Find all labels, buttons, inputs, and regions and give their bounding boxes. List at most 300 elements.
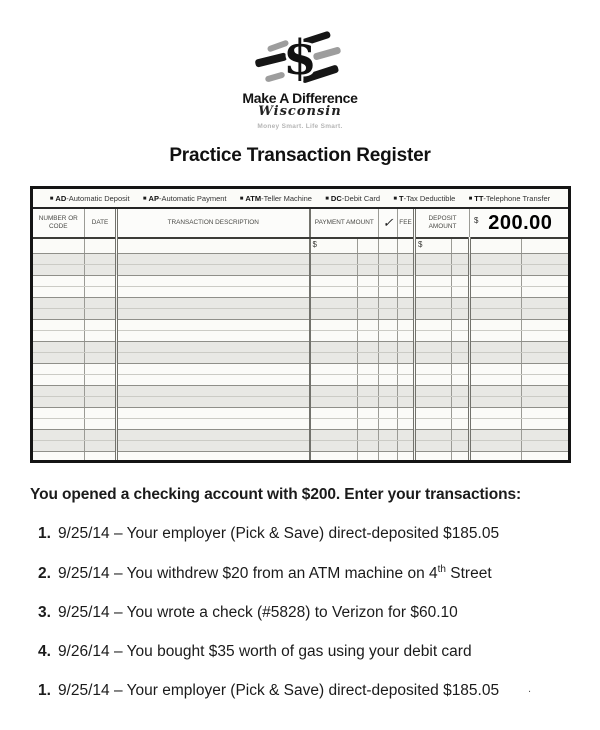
register-cell-num: [33, 407, 85, 418]
transaction-text: 9/25/14 – You wrote a check (#5828) to Verizon for $60.10: [57, 604, 458, 622]
register-cell-num: [33, 238, 85, 253]
currency-symbol: $: [474, 216, 479, 225]
column-header-fee: FEE: [398, 209, 415, 238]
register-cell-balm: [470, 385, 522, 396]
register-cell-desc: [117, 275, 310, 286]
register-cell-fee: [398, 429, 415, 440]
register-cell-depc: [452, 253, 470, 264]
register-cell-chk: [379, 286, 398, 297]
register-cell-fee: [398, 330, 415, 341]
register-cell-depm: [415, 308, 452, 319]
stray-dot: .: [528, 683, 532, 695]
register-cell-chk: [379, 264, 398, 275]
register-cell-depm: [415, 418, 452, 429]
register-cell-num: [33, 418, 85, 429]
register-cell-desc: [117, 297, 310, 308]
register-row: [33, 297, 568, 308]
register-cell-chk: [379, 418, 398, 429]
transaction-item-3: [38, 604, 600, 622]
register-cell-date: [85, 238, 117, 253]
register-cell-depm: [415, 363, 452, 374]
dollar-sign-logo-icon: [255, 32, 345, 88]
register-cell-balc: [522, 308, 568, 319]
register-cell-balc: [522, 275, 568, 286]
register-cell-num: [33, 330, 85, 341]
register-cell-fee: [398, 396, 415, 407]
legend-code: T: [399, 194, 404, 203]
register-cell-payc: [358, 407, 379, 418]
legend-item-ap: [143, 194, 227, 203]
register-cell-paym: [310, 341, 358, 352]
register-row: [33, 308, 568, 319]
instructions-intro: You opened a checking account with $200. Enter your transactions:: [30, 486, 522, 503]
register-cell-balm: [470, 253, 522, 264]
register-cell-paym: [310, 385, 358, 396]
register-cell-paym: [310, 275, 358, 286]
register-cell-balm: [470, 429, 522, 440]
column-header-payment-amount: PAYMENT AMOUNT: [310, 209, 379, 238]
legend-square-icon: ■: [239, 196, 244, 202]
register-row: [33, 418, 568, 429]
register-cell-balm: [470, 319, 522, 330]
register-row: [33, 264, 568, 275]
starting-balance: [470, 209, 568, 238]
register-cell-chk: [379, 363, 398, 374]
register-cell-paym: [310, 396, 358, 407]
register-cell-depm: [415, 319, 452, 330]
register-cell-chk: [379, 440, 398, 451]
register-cell-num: [33, 385, 85, 396]
register-cell-fee: [398, 451, 415, 460]
register-cell-date: [85, 330, 117, 341]
transaction-item-1: [38, 525, 600, 543]
register-row: [33, 286, 568, 297]
register-cell-chk: [379, 238, 398, 253]
register-cell-desc: [117, 253, 310, 264]
transaction-number: 4.: [38, 643, 51, 661]
register-cell-desc: [117, 374, 310, 385]
register-cell-fee: [398, 418, 415, 429]
register-cell-balc: [522, 264, 568, 275]
register-cell-balc: [522, 363, 568, 374]
register-cell-desc: [117, 341, 310, 352]
register-cell-depc: [452, 319, 470, 330]
register-cell-desc: [117, 286, 310, 297]
logo: [0, 0, 600, 130]
register-cell-desc: [117, 330, 310, 341]
register-cell-date: [85, 264, 117, 275]
register-cell-num: [33, 286, 85, 297]
register-table: [33, 209, 568, 460]
register-cell-num: [33, 319, 85, 330]
legend-code: ATM: [245, 194, 262, 203]
register-cell-depc: [452, 330, 470, 341]
register-cell-num: [33, 275, 85, 286]
register-cell-payc: [358, 385, 379, 396]
register-row: [33, 429, 568, 440]
register-cell-payc: [358, 396, 379, 407]
register-cell-depm: [415, 396, 452, 407]
register-cell-desc: [117, 238, 310, 253]
register-header-row: [33, 209, 568, 238]
register-cell-date: [85, 451, 117, 460]
register-row: [33, 330, 568, 341]
register-cell-paym: [310, 440, 358, 451]
register-cell-fee: [398, 385, 415, 396]
register-cell-payc: [358, 264, 379, 275]
register-cell-balm: [470, 238, 522, 253]
logo-region: Wisconsin: [258, 104, 342, 119]
register-cell-num: [33, 363, 85, 374]
register-cell-fee: [398, 308, 415, 319]
legend-code: TT: [474, 194, 484, 203]
register-cell-date: [85, 418, 117, 429]
register-cell-depc: [452, 352, 470, 363]
register-cell-depm: [415, 253, 452, 264]
register-cell-chk: [379, 341, 398, 352]
transaction-text: Street: [445, 565, 492, 583]
legend-item-tt: [469, 194, 551, 203]
register-cell-paym: [310, 418, 358, 429]
register-cell-fee: [398, 319, 415, 330]
register-cell-balm: [470, 264, 522, 275]
register-cell-balc: [522, 451, 568, 460]
register-row: [33, 451, 568, 460]
register-cell-desc: [117, 451, 310, 460]
register-row: [33, 341, 568, 352]
register-cell-paym: [310, 253, 358, 264]
register-cell-payc: [358, 308, 379, 319]
register-cell-paym: [310, 297, 358, 308]
register-cell-chk: [379, 308, 398, 319]
register-cell-fee: [398, 253, 415, 264]
register-row: [33, 407, 568, 418]
register-row: [33, 396, 568, 407]
register-cell-depm: [415, 297, 452, 308]
register-cell-desc: [117, 440, 310, 451]
register-cell-date: [85, 286, 117, 297]
transaction-number: 2.: [38, 565, 51, 583]
legend-label: -Teller Machine: [261, 194, 312, 203]
register-cell-num: [33, 297, 85, 308]
register-cell-chk: [379, 451, 398, 460]
legend-code: DC: [330, 194, 342, 203]
register-cell-date: [85, 396, 117, 407]
register-cell-paym: [310, 286, 358, 297]
register-cell-num: [33, 352, 85, 363]
page-title: Practice Transaction Register: [169, 145, 431, 166]
transaction-list: [38, 525, 600, 700]
starting-balance-amount: 200.00: [488, 212, 553, 234]
logo-tagline: Money Smart. Life Smart.: [257, 123, 343, 130]
legend-code: AD: [55, 194, 67, 203]
register-cell-depc: [452, 275, 470, 286]
legend-square-icon: ■: [49, 196, 54, 202]
register-cell-balc: [522, 341, 568, 352]
register-cell-depc: [452, 286, 470, 297]
register-cell-balm: [470, 440, 522, 451]
ordinal-superscript: th: [437, 564, 446, 575]
register-cell-fee: [398, 363, 415, 374]
register-cell-date: [85, 319, 117, 330]
register-row: [33, 374, 568, 385]
legend-square-icon: ■: [325, 196, 329, 202]
register-cell-depc: [452, 374, 470, 385]
register-cell-balm: [470, 407, 522, 418]
transaction-number: 1.: [38, 682, 51, 700]
register-cell-depc: [452, 440, 470, 451]
register-cell-paym: $: [310, 238, 358, 253]
register-cell-desc: [117, 308, 310, 319]
register-cell-date: [85, 275, 117, 286]
register-cell-depm: [415, 286, 452, 297]
register-cell-payc: [358, 374, 379, 385]
register-cell-fee: [398, 374, 415, 385]
register-cell-fee: [398, 286, 415, 297]
register-cell-desc: [117, 264, 310, 275]
register-cell-balm: [470, 286, 522, 297]
register-cell-paym: [310, 374, 358, 385]
legend-square-icon: ■: [468, 196, 473, 202]
register-cell-balm: [470, 451, 522, 460]
legend-code: AP: [148, 194, 159, 203]
register-cell-depc: [452, 264, 470, 275]
legend-label: -Tax Deductible: [403, 194, 456, 203]
legend-item-atm: [240, 194, 312, 203]
transaction-register: [30, 186, 571, 463]
column-header-date: DATE: [85, 209, 117, 238]
register-cell-date: [85, 374, 117, 385]
register-cell-depc: [452, 238, 470, 253]
register-cell-balm: [470, 275, 522, 286]
register-cell-balc: [522, 429, 568, 440]
register-cell-depc: [452, 297, 470, 308]
register-row: [33, 275, 568, 286]
register-cell-depm: [415, 341, 452, 352]
register-cell-balc: [522, 385, 568, 396]
register-cell-paym: [310, 451, 358, 460]
register-cell-desc: [117, 352, 310, 363]
register-cell-fee: [398, 407, 415, 418]
register-cell-paym: [310, 352, 358, 363]
register-cell-depc: [452, 429, 470, 440]
register-cell-depm: [415, 407, 452, 418]
register-cell-desc: [117, 429, 310, 440]
register-cell-payc: [358, 363, 379, 374]
register-cell-depm: [415, 275, 452, 286]
transaction-item-5: [38, 682, 600, 700]
register-cell-depm: [415, 264, 452, 275]
column-header-description: TRANSACTION DESCRIPTION: [117, 209, 310, 238]
register-cell-balm: [470, 297, 522, 308]
register-cell-depc: [452, 341, 470, 352]
register-cell-num: [33, 396, 85, 407]
register-cell-payc: [358, 418, 379, 429]
register-cell-date: [85, 253, 117, 264]
register-cell-payc: [358, 440, 379, 451]
register-cell-num: [33, 341, 85, 352]
register-cell-balm: [470, 396, 522, 407]
register-dollar-row: [33, 238, 568, 253]
register-cell-desc: [117, 407, 310, 418]
register-cell-payc: [358, 429, 379, 440]
transaction-text: 9/25/14 – You withdrew $20 from an ATM machine on 4: [57, 565, 438, 583]
legend-square-icon: ■: [142, 196, 147, 202]
register-cell-balm: [470, 341, 522, 352]
register-cell-balc: [522, 418, 568, 429]
register-cell-fee: [398, 440, 415, 451]
register-cell-payc: [358, 286, 379, 297]
register-cell-depm: [415, 330, 452, 341]
column-header-deposit-amount: DEPOSIT AMOUNT: [415, 209, 470, 238]
register-cell-depm: [415, 374, 452, 385]
register-cell-balc: [522, 238, 568, 253]
register-cell-depc: [452, 418, 470, 429]
register-cell-depc: [452, 363, 470, 374]
register-cell-chk: [379, 297, 398, 308]
register-cell-num: [33, 429, 85, 440]
register-cell-balm: [470, 363, 522, 374]
register-cell-balc: [522, 440, 568, 451]
register-cell-paym: [310, 429, 358, 440]
register-cell-date: [85, 352, 117, 363]
register-cell-balm: [470, 418, 522, 429]
register-cell-chk: [379, 253, 398, 264]
legend-label: -Automatic Deposit: [66, 194, 130, 203]
register-cell-fee: [398, 238, 415, 253]
register-cell-date: [85, 407, 117, 418]
register-cell-balc: [522, 319, 568, 330]
register-cell-payc: [358, 352, 379, 363]
register-legend: [33, 189, 568, 209]
register-cell-payc: [358, 451, 379, 460]
register-cell-fee: [398, 297, 415, 308]
register-row: [33, 385, 568, 396]
register-cell-balc: [522, 374, 568, 385]
register-cell-balc: [522, 407, 568, 418]
transaction-text: 9/25/14 – Your employer (Pick & Save) direct-deposited $185.05: [57, 525, 500, 542]
register-cell-fee: [398, 341, 415, 352]
register-cell-num: [33, 264, 85, 275]
register-cell-desc: [117, 418, 310, 429]
transaction-item-2: [38, 564, 600, 583]
register-cell-desc: [117, 363, 310, 374]
register-cell-balm: [470, 308, 522, 319]
transaction-text: 9/26/14 – You bought $35 worth of gas using your debit card: [57, 643, 472, 661]
register-row: [33, 352, 568, 363]
register-cell-depc: [452, 396, 470, 407]
register-cell-payc: [358, 341, 379, 352]
register-row: [33, 363, 568, 374]
register-cell-chk: [379, 374, 398, 385]
legend-item-ad: [50, 194, 130, 203]
register-cell-balm: [470, 352, 522, 363]
register-cell-balm: [470, 374, 522, 385]
register-cell-depc: [452, 385, 470, 396]
transaction-number: 1.: [38, 525, 51, 542]
register-cell-num: [33, 451, 85, 460]
register-row: [33, 253, 568, 264]
register-cell-date: [85, 385, 117, 396]
dollar-glyph: $: [283, 30, 317, 86]
register-cell-balc: [522, 253, 568, 264]
register-cell-payc: [358, 297, 379, 308]
register-cell-date: [85, 341, 117, 352]
register-cell-depm: [415, 385, 452, 396]
register-cell-balc: [522, 330, 568, 341]
register-cell-paym: [310, 363, 358, 374]
register-cell-chk: [379, 396, 398, 407]
transaction-number: 3.: [38, 604, 51, 622]
register-cell-payc: [358, 319, 379, 330]
transaction-item-4: [38, 643, 600, 661]
register-cell-num: [33, 374, 85, 385]
register-cell-depc: [452, 407, 470, 418]
register-cell-num: [33, 440, 85, 451]
legend-label: -Debit Card: [341, 194, 381, 203]
register-cell-balc: [522, 396, 568, 407]
register-row: [33, 440, 568, 451]
register-cell-date: [85, 297, 117, 308]
legend-square-icon: ■: [393, 196, 398, 202]
register-cell-balc: [522, 286, 568, 297]
register-cell-payc: [358, 275, 379, 286]
register-cell-date: [85, 440, 117, 451]
column-header-number-or-code: NUMBER OR CODE: [33, 209, 85, 238]
register-cell-num: [33, 308, 85, 319]
register-cell-chk: [379, 429, 398, 440]
register-cell-balm: [470, 330, 522, 341]
register-cell-paym: [310, 330, 358, 341]
logo-name: Make A Difference: [242, 90, 358, 106]
register-cell-balc: [522, 352, 568, 363]
register-cell-payc: [358, 238, 379, 253]
legend-label: -Telephone Transfer: [483, 194, 551, 203]
register-cell-chk: [379, 407, 398, 418]
register-cell-depm: [415, 429, 452, 440]
register-cell-balc: [522, 297, 568, 308]
legend-item-dc: [325, 194, 380, 203]
register-cell-chk: [379, 275, 398, 286]
register-cell-paym: [310, 407, 358, 418]
register-cell-paym: [310, 308, 358, 319]
register-cell-fee: [398, 264, 415, 275]
register-cell-date: [85, 363, 117, 374]
register-cell-date: [85, 308, 117, 319]
register-cell-depm: [415, 352, 452, 363]
register-cell-depm: [415, 451, 452, 460]
register-cell-chk: [379, 352, 398, 363]
legend-label: -Automatic Payment: [158, 194, 227, 203]
register-row: [33, 319, 568, 330]
legend-item-t: [393, 194, 455, 203]
register-cell-fee: [398, 275, 415, 286]
register-cell-desc: [117, 396, 310, 407]
transaction-text: 9/25/14 – Your employer (Pick & Save) direct-deposited $185.05: [57, 682, 500, 700]
register-cell-fee: [398, 352, 415, 363]
register-cell-depc: [452, 451, 470, 460]
register-cell-depm: $: [415, 238, 452, 253]
register-cell-payc: [358, 330, 379, 341]
register-cell-desc: [117, 385, 310, 396]
register-cell-chk: [379, 330, 398, 341]
register-cell-payc: [358, 253, 379, 264]
register-cell-desc: [117, 319, 310, 330]
register-cell-date: [85, 429, 117, 440]
register-cell-paym: [310, 264, 358, 275]
register-cell-depm: [415, 440, 452, 451]
register-cell-paym: [310, 319, 358, 330]
